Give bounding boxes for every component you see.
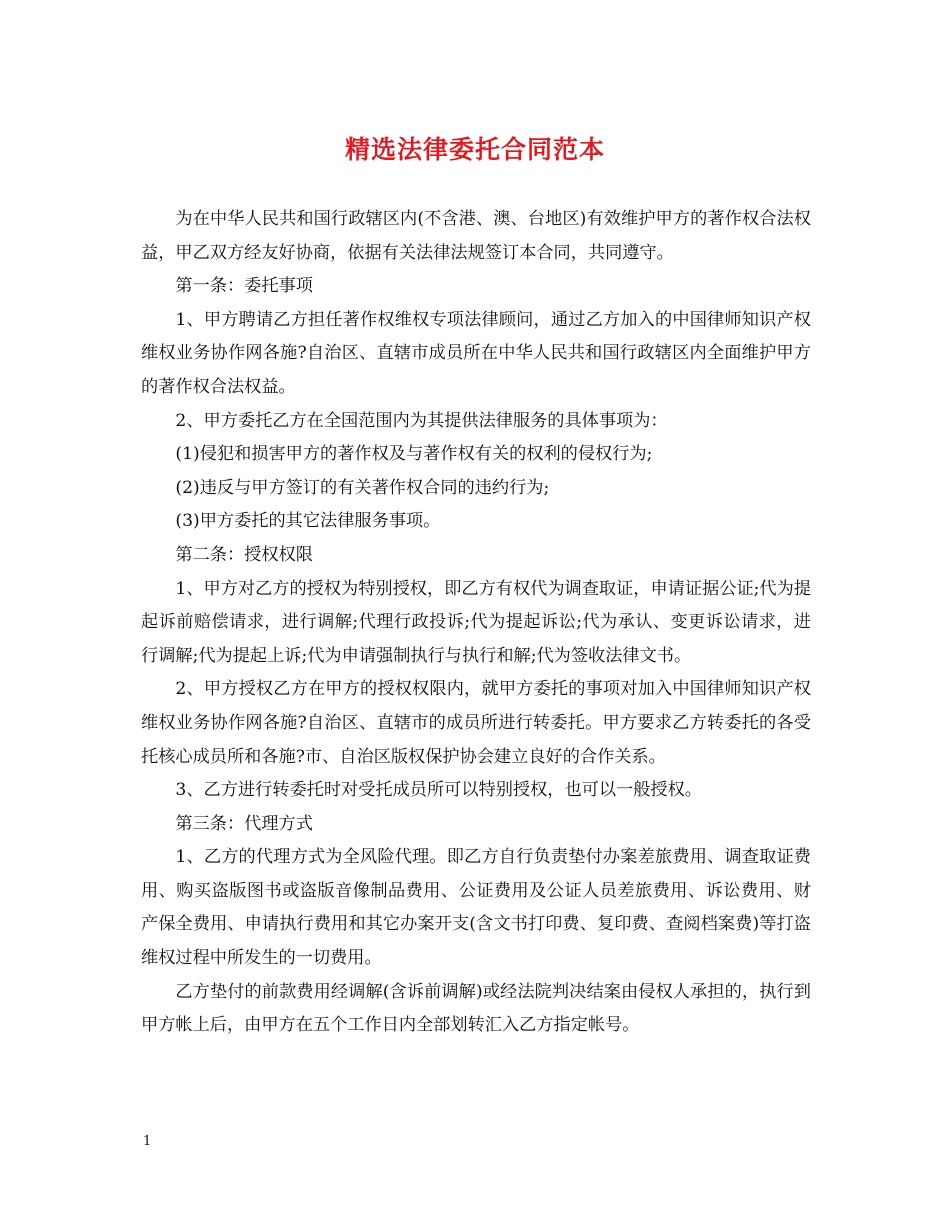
paragraph-article-1-subitem-3: (3)甲方委托的其它法律服务事项。 xyxy=(175,511,441,532)
section-heading-article-2: 第二条：授权权限 xyxy=(175,544,313,565)
paragraph-article-1-item-1: 1、甲方聘请乙方担任著作权维权专项法律顾问，通过乙方加入的中国律师知识产权维权业务协作网各施?自治区、直辖市成员所在中华人民共和国行政辖区内全面维护甲方的著作权合法权益。 xyxy=(141,309,811,397)
paragraph-article-1-subitem-2: (2)违反与甲方签订的有关著作权合同的违约行为; xyxy=(175,477,550,498)
document-body xyxy=(141,203,811,1043)
paragraph-article-3-item-1: 1、乙方的代理方式为全风险代理。即乙方自行负责垫付办案差旅费用、调查取证费用、购买盗版图书或盗版音像制品费用、公证费用及公证人员差旅费用、诉讼费用、财产保全费用、申请执行费用和其它办案开支(含文书打印费、复印费、查阅档案费)等打盗维权过程中所发生的一切费用。 xyxy=(141,847,811,969)
section-heading-article-3: 第三条：代理方式 xyxy=(175,813,313,834)
paragraph-preamble: 为在中华人民共和国行政辖区内(不含港、澳、台地区)有效维护甲方的著作权合法权益，甲乙双方经友好协商，依据有关法律法规签订本合同，共同遵守。 xyxy=(141,209,811,263)
paragraph-article-1-subitem-1: (1)侵犯和损害甲方的著作权及与著作权有关的权利的侵权行为; xyxy=(175,444,653,465)
page-number: 1 xyxy=(143,1134,152,1149)
paragraph-article-3-item-2: 乙方垫付的前款费用经调解(含诉前调解)或经法院判决结案由侵权人承担的，执行到甲方帐上后，由甲方在五个工作日内全部划转汇入乙方指定帐号。 xyxy=(141,981,811,1036)
paragraph-article-2-item-1: 1、甲方对乙方的授权为特别授权，即乙方有权代为调查取证，申请证据公证;代为提起诉前赔偿请求，进行调解;代理行政投诉;代为提起诉讼;代为承认、变更诉讼请求，进行调解;代为提起上诉;代为申请强制执行与执行和解;代为签收法律文书。 xyxy=(141,578,811,666)
paragraph-article-1-item-2: 2、甲方委托乙方在全国范围内为其提供法律服务的具体事项为： xyxy=(175,410,668,431)
section-heading-article-1: 第一条：委托事项 xyxy=(175,276,313,297)
document-title: 精选法律委托合同范本 xyxy=(344,135,605,164)
paragraph-article-2-item-2: 2、甲方授权乙方在甲方的授权权限内，就甲方委托的事项对加入中国律师知识产权维权业务协作网各施?自治区、直辖市的成员所进行转委托。甲方要求乙方转委托的各受托核心成员所和各施?市、自治区版权保护协会建立良好的合作关系。 xyxy=(141,679,811,767)
paragraph-article-2-item-3: 3、乙方进行转委托时对受托成员所可以特别授权，也可以一般授权。 xyxy=(175,780,702,801)
